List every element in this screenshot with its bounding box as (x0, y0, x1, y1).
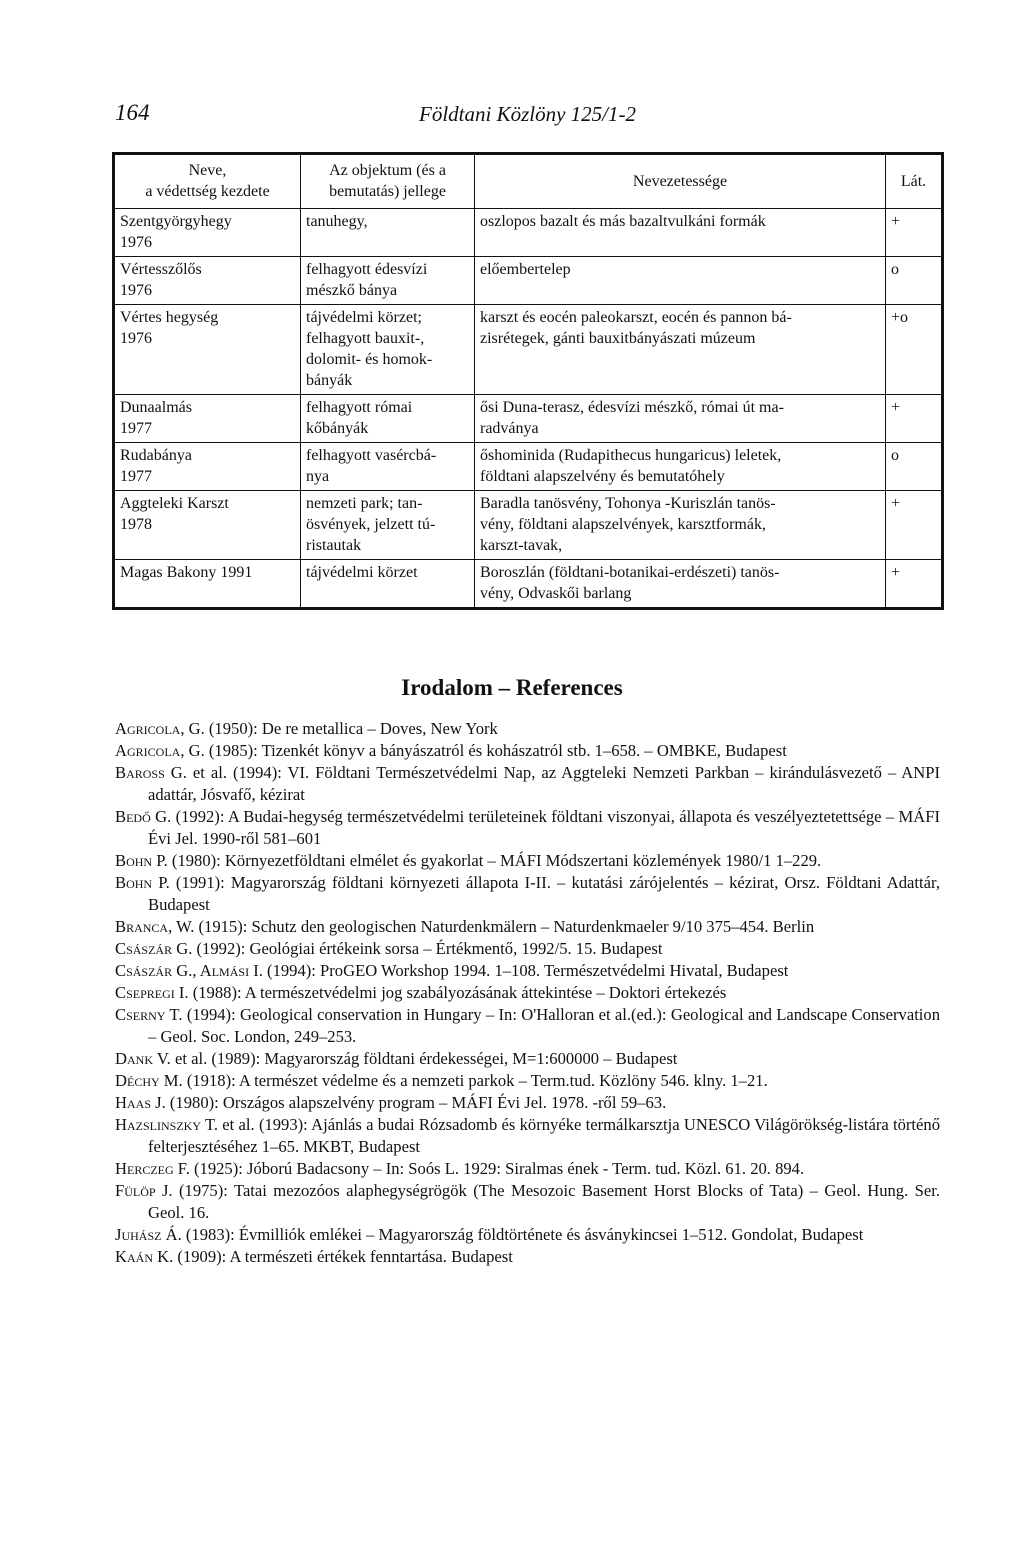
reference-text: (1991): Magyarország földtani környezeti állapota I-II. – kutatási zárójelentés – kézirat, Orsz. Földtani Adattár, Budapest (148, 873, 940, 914)
reference-author: Agricola, G. (115, 741, 205, 760)
visit-cell: o (886, 257, 943, 305)
reference-item (115, 1048, 940, 1070)
reference-author: Bohn P. (115, 873, 170, 892)
cell-line: 1976 (120, 282, 152, 299)
table-header-row (114, 154, 943, 209)
cell-line: dolomit- és homok- (306, 351, 433, 368)
significance-cell (475, 560, 886, 609)
reference-item (115, 718, 940, 740)
cell-line: a védettség kezdete (145, 183, 270, 200)
table-row (114, 209, 943, 257)
site-name-cell (114, 443, 301, 491)
cell-line: 1977 (120, 420, 152, 437)
reference-author: Hazslinszky T. (115, 1115, 219, 1134)
significance-cell (475, 209, 886, 257)
visit-cell: + (886, 209, 943, 257)
table-header (114, 154, 943, 209)
references-heading: Irodalom – References (401, 675, 623, 700)
cell-line: tájvédelmi körzet (306, 564, 418, 581)
header-name (114, 154, 301, 209)
cell-line: Az objektum (és a (329, 162, 446, 179)
significance-cell (475, 305, 886, 395)
cell-line: vény, földtani alapszelvények, karsztformák, (480, 516, 766, 533)
cell-line: ristautak (306, 537, 362, 554)
reference-text: (1985): Tizenkét könyv a bányászatról és kohászatról stb. 1–658. – OMBKE, Budapest (204, 741, 787, 760)
reference-author: Császár G. (115, 939, 193, 958)
reference-text: (1980): Országos alapszelvény program – MÁFI Évi Jel. 1978. -ről 59–63. (165, 1093, 667, 1112)
cell-line: földtani alapszelvény és bemutatóhely (480, 468, 725, 485)
reference-item (115, 762, 940, 806)
cell-line: radványa (480, 420, 539, 437)
reference-item (115, 850, 940, 872)
reference-item (115, 1004, 940, 1048)
header-type (301, 154, 475, 209)
running-head (115, 100, 940, 130)
reference-author: Kaán K. (115, 1247, 174, 1266)
cell-line: zisrétegek, gánti bauxitbányászati múzeum (480, 330, 756, 347)
visit-cell: +o (886, 305, 943, 395)
reference-item (115, 1224, 940, 1246)
table-row (114, 257, 943, 305)
cell-line: Nevezetessége (632, 172, 728, 190)
reference-item (115, 1246, 940, 1268)
reference-item (115, 1070, 940, 1092)
visit-cell: o (886, 443, 943, 491)
cell-line: 1978 (120, 516, 152, 533)
significance-cell (475, 443, 886, 491)
cell-line: ösvények, jelzett tú- (306, 516, 436, 533)
reference-author: Cserny T. (115, 1005, 183, 1024)
table-row (114, 443, 943, 491)
cell-line: előembertelep (480, 261, 571, 278)
object-type-cell (301, 257, 475, 305)
cell-line: Vértes hegység (120, 309, 219, 326)
reference-text: (1994): ProGEO Workshop 1994. 1–108. Természetvédelmi Hivatal, Budapest (262, 961, 789, 980)
table-row (114, 560, 943, 609)
cell-line: felhagyott bauxit-, (306, 330, 425, 347)
visit-cell: + (886, 491, 943, 560)
reference-text: et al. (1994): VI. Földtani Természetvédelmi Nap, az Aggteleki Nemzeti Parkban – kirándulásvezető – ANPI adattár, Jósvafő, kézirat (148, 763, 940, 804)
object-type-cell (301, 305, 475, 395)
object-type-cell (301, 209, 475, 257)
object-type-cell (301, 395, 475, 443)
table-body (114, 209, 943, 609)
reference-author: Fülöp J. (115, 1181, 173, 1200)
cell-line: Neve, (188, 162, 227, 179)
reference-text: et al. (1989): Magyarország földtani érdekességei, M=1:600000 – Budapest (170, 1049, 678, 1068)
cell-line: Rudabánya (120, 447, 192, 464)
reference-text: (1909): A természeti értékek fenntartása. Budapest (173, 1247, 513, 1266)
significance-cell (475, 257, 886, 305)
reference-text: (1925): Jóború Badacsony – In: Soós L. 1929: Siralmas ének - Term. tud. Közl. 61. 20. 894. (189, 1159, 805, 1178)
reference-author: Császár G., Almási I. (115, 961, 263, 980)
object-type-cell (301, 491, 475, 560)
reference-author: Juhász Á. (115, 1225, 182, 1244)
cell-line: 1977 (120, 468, 152, 485)
visit-cell: + (886, 560, 943, 609)
reference-item (115, 1158, 940, 1180)
cell-line: mészkő bánya (306, 282, 398, 299)
cell-line: vény, Odvaskői barlang (480, 585, 632, 602)
cell-line: bányák (306, 372, 353, 389)
cell-line: tájvédelmi körzet; (306, 309, 422, 326)
reference-author: Agricola, G. (115, 719, 205, 738)
cell-line: Aggteleki Karszt (120, 495, 229, 512)
cell-line: ősi Duna-terasz, édesvízi mészkő, római út ma- (480, 399, 784, 416)
page-number: 164 (115, 100, 150, 125)
cell-line: Magas Bakony 1991 (120, 564, 253, 581)
reference-author: Herczeg F. (115, 1159, 190, 1178)
site-name-cell (114, 209, 301, 257)
reference-text: (1918): A természet védelme és a nemzeti parkok – Term.tud. Közlöny 546. klny. 1–21. (182, 1071, 768, 1090)
significance-cell (475, 491, 886, 560)
cell-line: őshominida (Rudapithecus hungaricus) leletek, (480, 447, 782, 464)
cell-line: 1976 (120, 330, 152, 347)
significance-cell (475, 395, 886, 443)
reference-text: (1950): De re metallica – Doves, New York (204, 719, 498, 738)
cell-line: Lát. (900, 172, 927, 190)
cell-line: felhagyott római (306, 399, 413, 416)
cell-line: tanuhegy, (306, 213, 368, 230)
site-name-cell (114, 395, 301, 443)
reference-item (115, 806, 940, 850)
reference-text: (1992): A Budai-hegység természetvédelmi területeinek földtani viszonyai, állapota és veszélyeztetettsége – MÁFI Évi Jel. 1990-ről 581–601 (148, 807, 940, 848)
object-type-cell (301, 443, 475, 491)
reference-author: Branca, W. (115, 917, 195, 936)
reference-item (115, 1114, 940, 1158)
cell-line: Dunaalmás (120, 399, 192, 416)
reference-author: Bedő G. (115, 807, 172, 826)
reference-text: (1980): Környezetföldtani elmélet és gyakorlat – MÁFI Módszertani közlemények 1980/1 1–229. (167, 851, 822, 870)
site-name-cell (114, 305, 301, 395)
table-row (114, 305, 943, 395)
site-name-cell (114, 491, 301, 560)
object-type-cell (301, 560, 475, 609)
reference-author: Dank V. (115, 1049, 171, 1068)
reference-item (115, 938, 940, 960)
cell-line: oszlopos bazalt és más bazaltvulkáni formák (480, 213, 766, 230)
cell-line: Baradla tanösvény, Tohonya -Kuriszlán tanös- (480, 495, 776, 512)
reference-author: Haas J. (115, 1093, 166, 1112)
protected-sites-table (112, 152, 944, 610)
cell-line: nya (306, 468, 330, 485)
cell-line: bemutatás) jellege (329, 183, 446, 200)
reference-text: (1915): Schutz den geologischen Naturdenkmälern – Naturdenkmaeler 9/10 375–454. Berlin (194, 917, 815, 936)
reference-author: Déchy M. (115, 1071, 183, 1090)
cell-line: 1976 (120, 234, 152, 251)
reference-text: (1992): Geológiai értékeink sorsa – Értékmentő, 1992/5. 15. Budapest (192, 939, 663, 958)
reference-item (115, 982, 940, 1004)
reference-item (115, 916, 940, 938)
reference-text: (1994): Geological conservation in Hungary – In: O'Halloran et al.(ed.): Geological and Landscape Conservation – Geol. Soc. London, 249–253. (148, 1005, 941, 1046)
reference-author: Baross G. (115, 763, 187, 782)
references-list (115, 718, 940, 1268)
cell-line: felhagyott vasércbá- (306, 447, 437, 464)
reference-item (115, 1092, 940, 1114)
reference-text: (1975): Tatai mezozóos alaphegységrögök (The Mesozoic Basement Horst Blocks of Tata) – Geol. Hung. Ser. Geol. 16. (148, 1181, 940, 1222)
cell-line: Vértesszőlős (120, 261, 202, 278)
header-visit (886, 154, 943, 209)
table-row (114, 395, 943, 443)
reference-author: Csepregi I. (115, 983, 189, 1002)
reference-text: (1988): A természetvédelmi jog szabályozásának áttekintése – Doktori értekezés (188, 983, 727, 1002)
cell-line: Szentgyörgyhegy (120, 213, 232, 230)
visit-cell: + (886, 395, 943, 443)
reference-author: Bohn P. (115, 851, 168, 870)
reference-text: et al. (1993): Ajánlás a budai Rózsadomb és környéke termálkarsztja UNESCO Világörökség-listára történő felterjesztéséhez 1–65. MKBT, Budapest (148, 1115, 940, 1156)
reference-item (115, 872, 940, 916)
site-name-cell (114, 560, 301, 609)
header-significance (475, 154, 886, 209)
reference-item (115, 960, 940, 982)
cell-line: karszt és eocén paleokarszt, eocén és pannon bá- (480, 309, 792, 326)
cell-line: kőbányák (306, 420, 369, 437)
reference-item (115, 1180, 940, 1224)
site-name-cell (114, 257, 301, 305)
cell-line: felhagyott édesvízi (306, 261, 428, 278)
journal-title: Földtani Közlöny 125/1-2 (419, 102, 636, 126)
table-row (114, 491, 943, 560)
cell-line: karszt-tavak, (480, 537, 563, 554)
reference-item (115, 740, 940, 762)
cell-line: Boroszlán (földtani-botanikai-erdészeti) tanös- (480, 564, 780, 581)
reference-text: (1983): Évmilliók emlékei – Magyarország földtörténete és ásványkincsei 1–512. Gondolat, Budapest (181, 1225, 864, 1244)
cell-line: nemzeti park; tan- (306, 495, 423, 512)
